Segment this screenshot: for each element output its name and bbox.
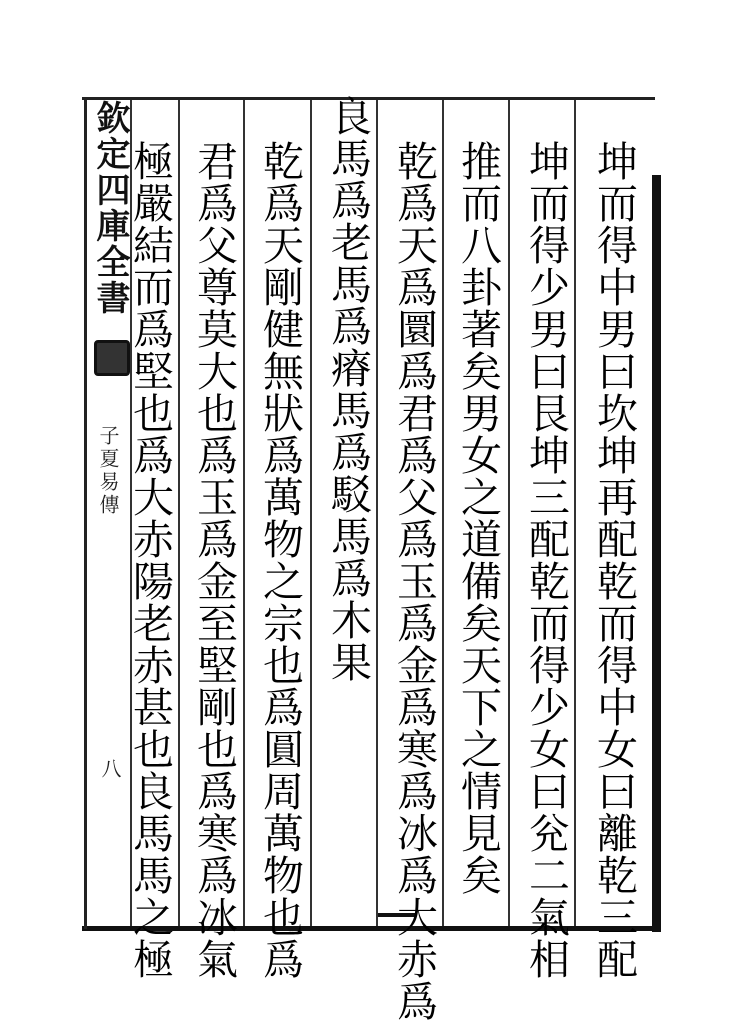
margin-work-title: 子夏易傳 — [96, 425, 120, 517]
text-column-3: 推而八卦著矣男女之道備矣天下之情見矣 — [454, 140, 502, 896]
column-rule — [310, 100, 312, 926]
column-rule — [574, 100, 576, 926]
column-rule — [376, 100, 378, 926]
text-column-7: 君爲父尊莫大也爲玉爲金至堅剛也爲寒爲冰氣 — [190, 140, 238, 980]
frame-right-border — [652, 175, 661, 932]
text-column-5: 良馬爲老馬爲瘠馬爲駁馬爲木果 — [324, 95, 372, 683]
text-column-6: 乾爲天剛健無狀爲萬物之宗也爲圓周萬物也爲 — [256, 140, 304, 980]
text-column-2: 坤而得少男曰艮坤三配乾而得少女曰兊二氣相 — [522, 140, 570, 980]
text-column-8: 極嚴結而爲堅也爲大赤陽老赤甚也良馬馬之極 — [126, 140, 174, 980]
frame-left-border — [84, 97, 87, 929]
column-rule — [243, 100, 245, 926]
column-rule — [508, 100, 510, 926]
column-rule — [442, 100, 444, 926]
text-column-1: 坤而得中男曰坎坤再配乾而得中女曰離乾三配 — [590, 140, 638, 980]
margin-page-number: 八 — [98, 758, 122, 778]
text-column-4: 乾爲天爲圜爲君爲父爲玉爲金爲寒爲冰爲大赤爲 — [390, 140, 438, 1022]
column-rule — [178, 100, 180, 926]
margin-book-title: 欽定四庫全書 — [90, 100, 130, 316]
